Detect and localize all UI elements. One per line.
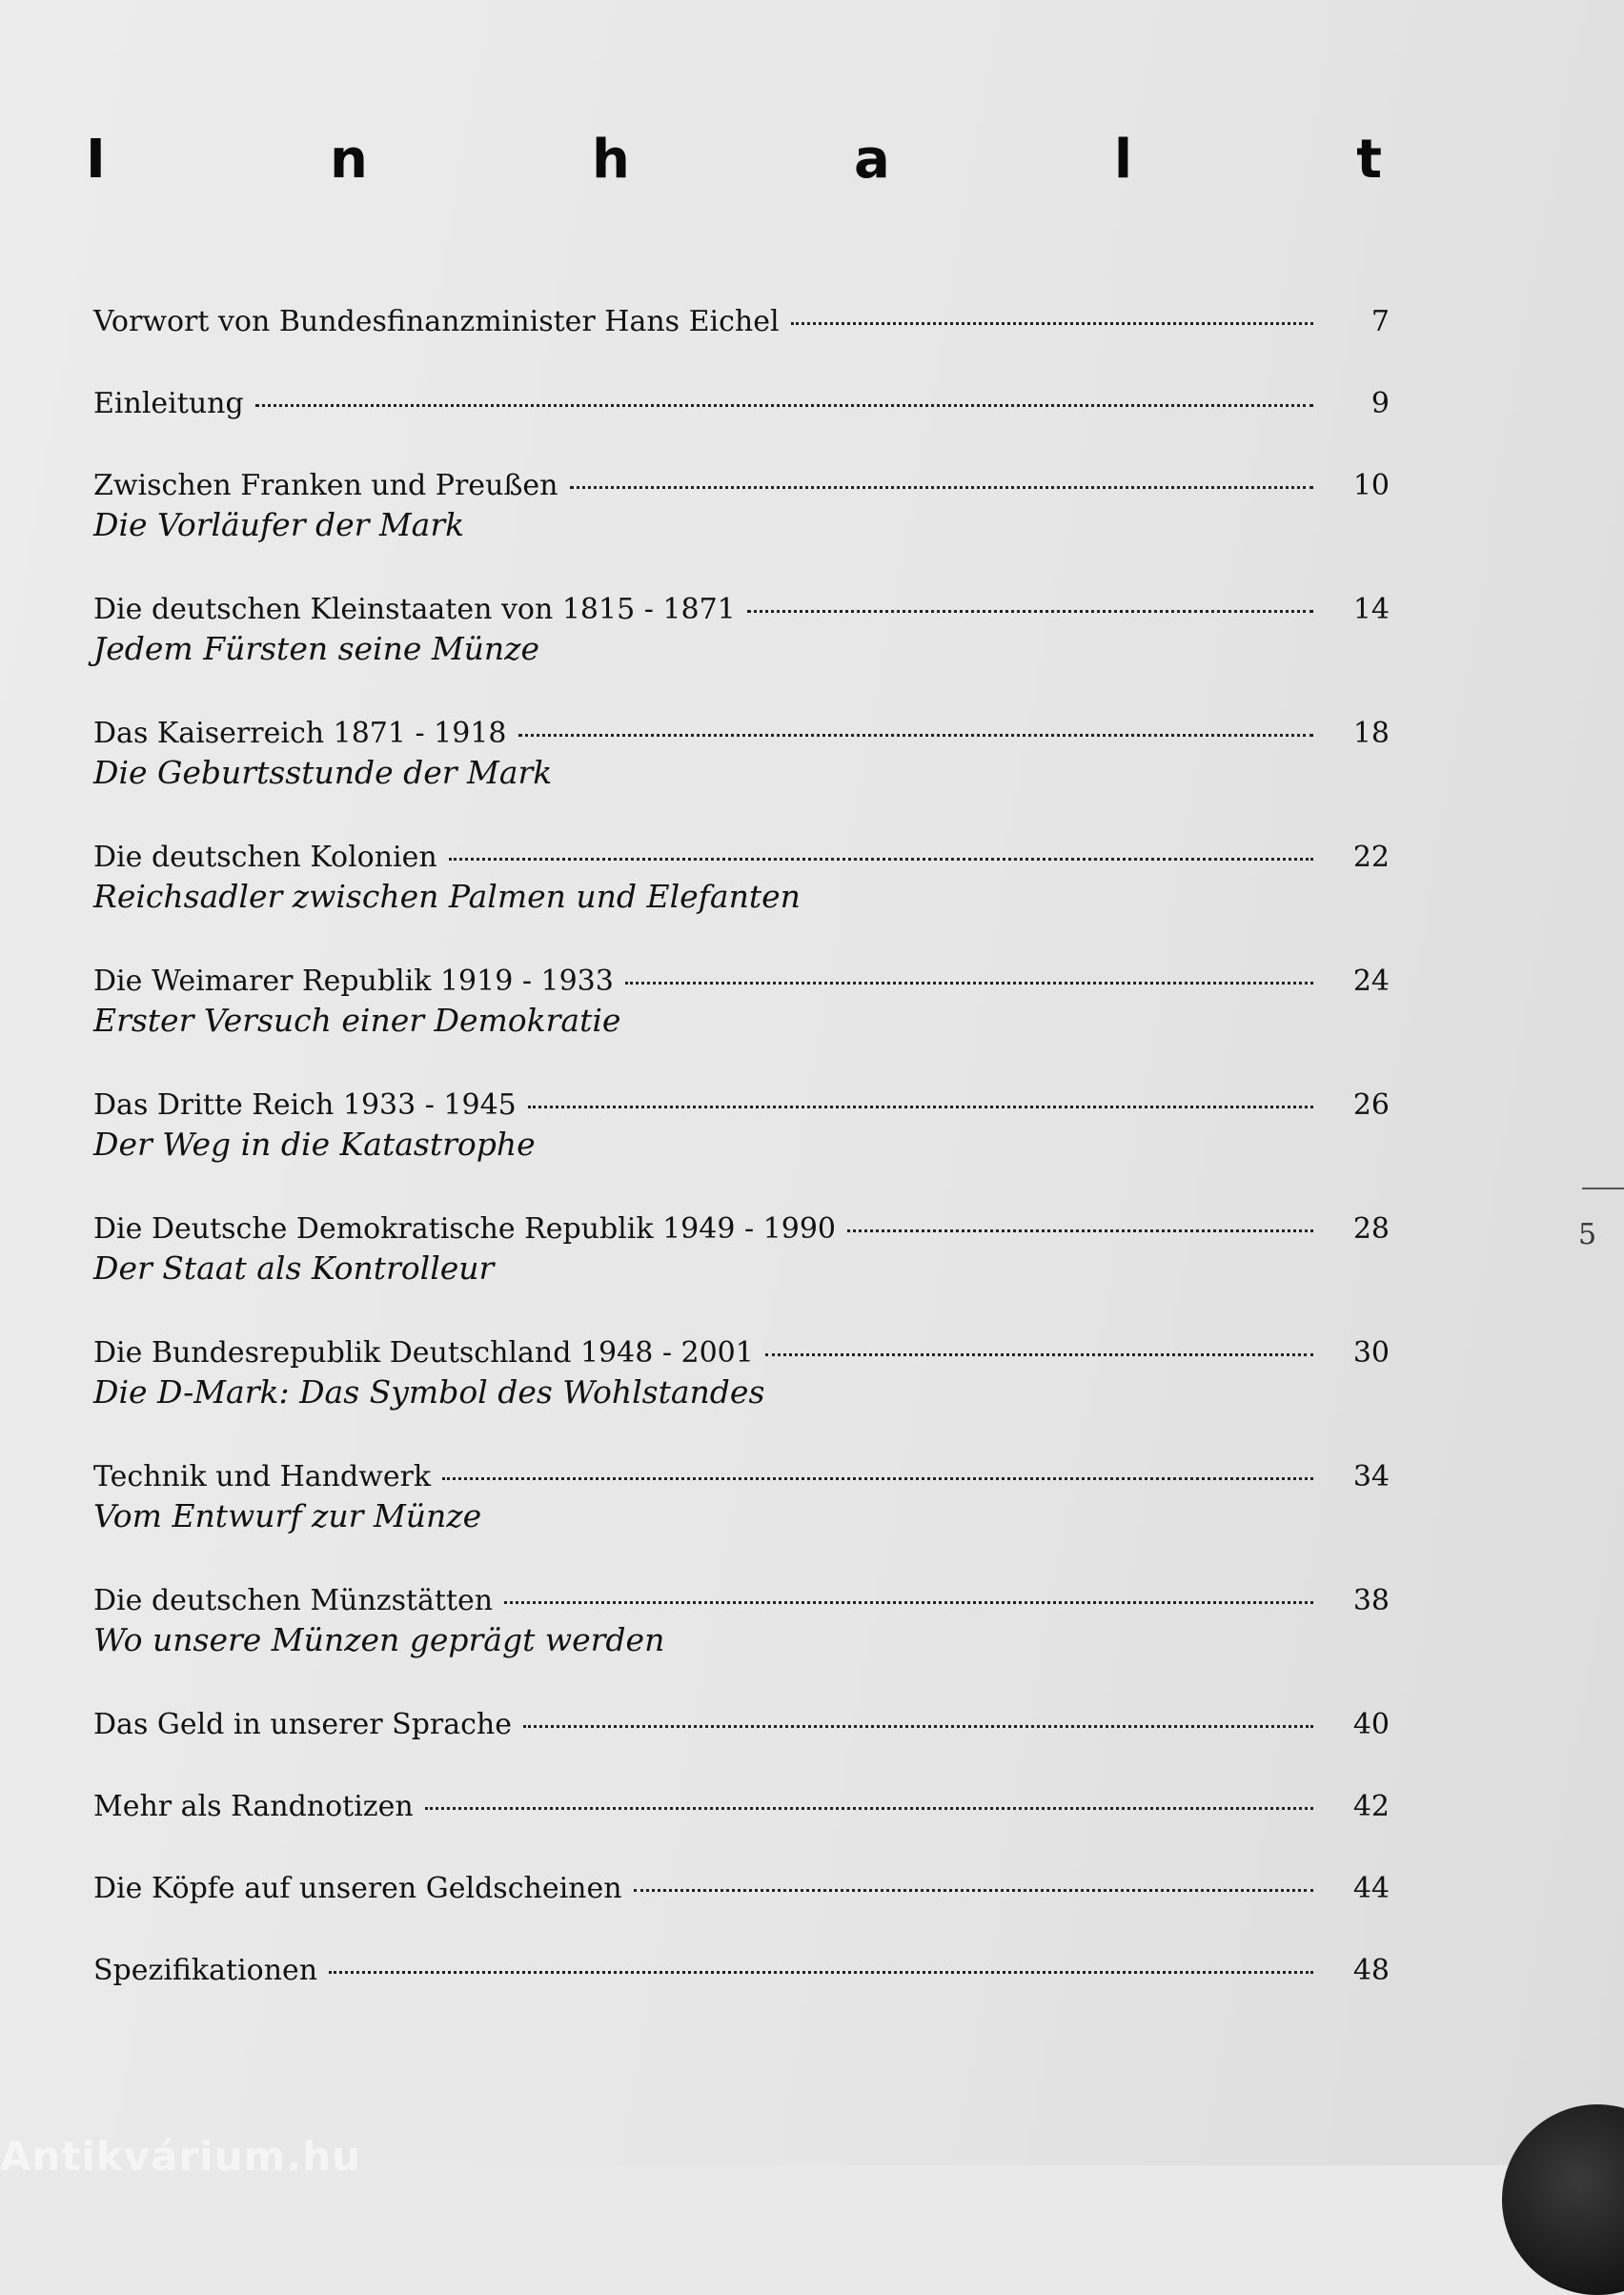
toc-entry-page: 18 [1352,717,1390,750]
toc-entry-title: Die Deutsche Demokratische Republik 1949 - 1990 [93,1212,836,1246]
toc-entry-title: Das Dritte Reich 1933 - 1945 [93,1088,517,1122]
dot-leader [425,1807,1313,1810]
toc-entry-title: Die Bundesrepublik Deutschland 1948 - 2001 [93,1336,754,1370]
toc-entry-subtitle: Die D-Mark: Das Symbol des Wohlstandes [93,1373,765,1411]
toc-entry-title: Einleitung [93,387,244,420]
toc-entry-page: 24 [1352,965,1390,998]
toc-entry-title: Das Geld in unserer Sprache [93,1708,512,1741]
toc-entry-page: 28 [1352,1212,1390,1246]
toc-entry-title: Zwischen Franken und Preußen [93,469,558,502]
toc-entry-page: 10 [1352,469,1390,502]
toc-entry [93,963,1390,1041]
toc-entry-subtitle: Jedem Fürsten seine Münze [93,630,540,667]
heading-letter: n [329,129,368,191]
toc-entry-page: 38 [1352,1584,1390,1617]
dot-leader [523,1725,1313,1728]
toc-entry-subtitle: Wo unsere Münzen geprägt werden [93,1621,665,1658]
toc-entry-title: Die deutschen Kolonien [93,841,437,874]
dot-leader [634,1889,1313,1892]
toc-entry [93,1210,1390,1289]
toc-entry [93,1334,1390,1412]
toc-entry [93,715,1390,793]
dot-leader [449,858,1313,861]
toc-entry-title: Spezifikationen [93,1954,318,1987]
heading-letter: I [86,129,106,191]
dot-leader [625,982,1313,985]
dot-leader [518,734,1313,737]
toc-entry-page: 9 [1370,387,1390,420]
heading-letter: t [1356,129,1382,191]
dot-leader [504,1601,1313,1604]
toc-entry-title: Die deutschen Kleinstaaten von 1815 - 1871 [93,593,736,626]
dot-leader [528,1106,1313,1108]
toc-entry [93,1706,1390,1744]
toc-entry [93,591,1390,669]
toc-entry-subtitle: Erster Versuch einer Demokratie [93,1002,621,1039]
toc-entry-page: 26 [1352,1088,1390,1122]
toc-entry-title: Die Weimarer Republik 1919 - 1933 [93,965,614,998]
toc-entry [93,1870,1390,1908]
margin-rule [1582,1188,1624,1189]
toc-entry [93,1788,1390,1826]
toc-entry-page: 7 [1370,305,1390,338]
dot-leader [570,486,1314,489]
heading-letter: l [1113,129,1133,191]
toc-entry-page: 22 [1352,841,1390,874]
dot-leader [329,1971,1313,1974]
toc-entry-page: 44 [1352,1872,1390,1905]
toc-entry [93,1458,1390,1536]
toc-entry-page: 34 [1352,1460,1390,1493]
toc-entry [93,303,1390,341]
page-number: 5 [1578,1218,1597,1251]
dot-leader [747,610,1313,613]
toc-entry-title: Mehr als Randnotizen [93,1790,414,1823]
toc-entry-title: Die deutschen Münzstätten [93,1584,494,1617]
toc-entry-page: 30 [1352,1336,1390,1370]
dot-leader [255,404,1313,407]
watermark: Antikvárium.hu [0,2133,362,2180]
toc-entry-subtitle: Die Geburtsstunde der Mark [93,754,553,791]
toc-entry-title: Das Kaiserreich 1871 - 1918 [93,717,507,750]
toc-entry-subtitle: Der Weg in die Katastrophe [93,1126,536,1163]
toc-entry-page: 14 [1352,593,1390,626]
toc-entry-subtitle: Der Staat als Kontrolleur [93,1249,495,1287]
toc-entry-title: Technik und Handwerk [93,1460,432,1493]
dot-leader [847,1229,1313,1232]
toc-entry-page: 40 [1352,1708,1390,1741]
toc-entry [93,839,1390,917]
dot-leader [791,322,1313,325]
toc-entry-page: 42 [1352,1790,1390,1823]
toc-entry-title: Die Köpfe auf unseren Geldscheinen [93,1872,622,1905]
toc-entry [93,467,1390,545]
toc-entry [93,385,1390,423]
toc-entry-subtitle: Die Vorläufer der Mark [93,506,465,543]
toc-entry-subtitle: Reichsadler zwischen Palmen und Elefanten [93,878,801,915]
toc-entry-title: Vorwort von Bundesfinanzminister Hans Eichel [93,305,780,338]
toc-entry-page: 48 [1352,1954,1390,1987]
toc-entry [93,1952,1390,1990]
heading-letter: a [853,129,890,191]
toc-entry-subtitle: Vom Entwurf zur Münze [93,1497,482,1534]
toc-entry [93,1582,1390,1660]
toc-entry [93,1087,1390,1165]
heading-letter: h [591,129,630,191]
dot-leader [442,1477,1313,1480]
dot-leader [765,1353,1313,1356]
